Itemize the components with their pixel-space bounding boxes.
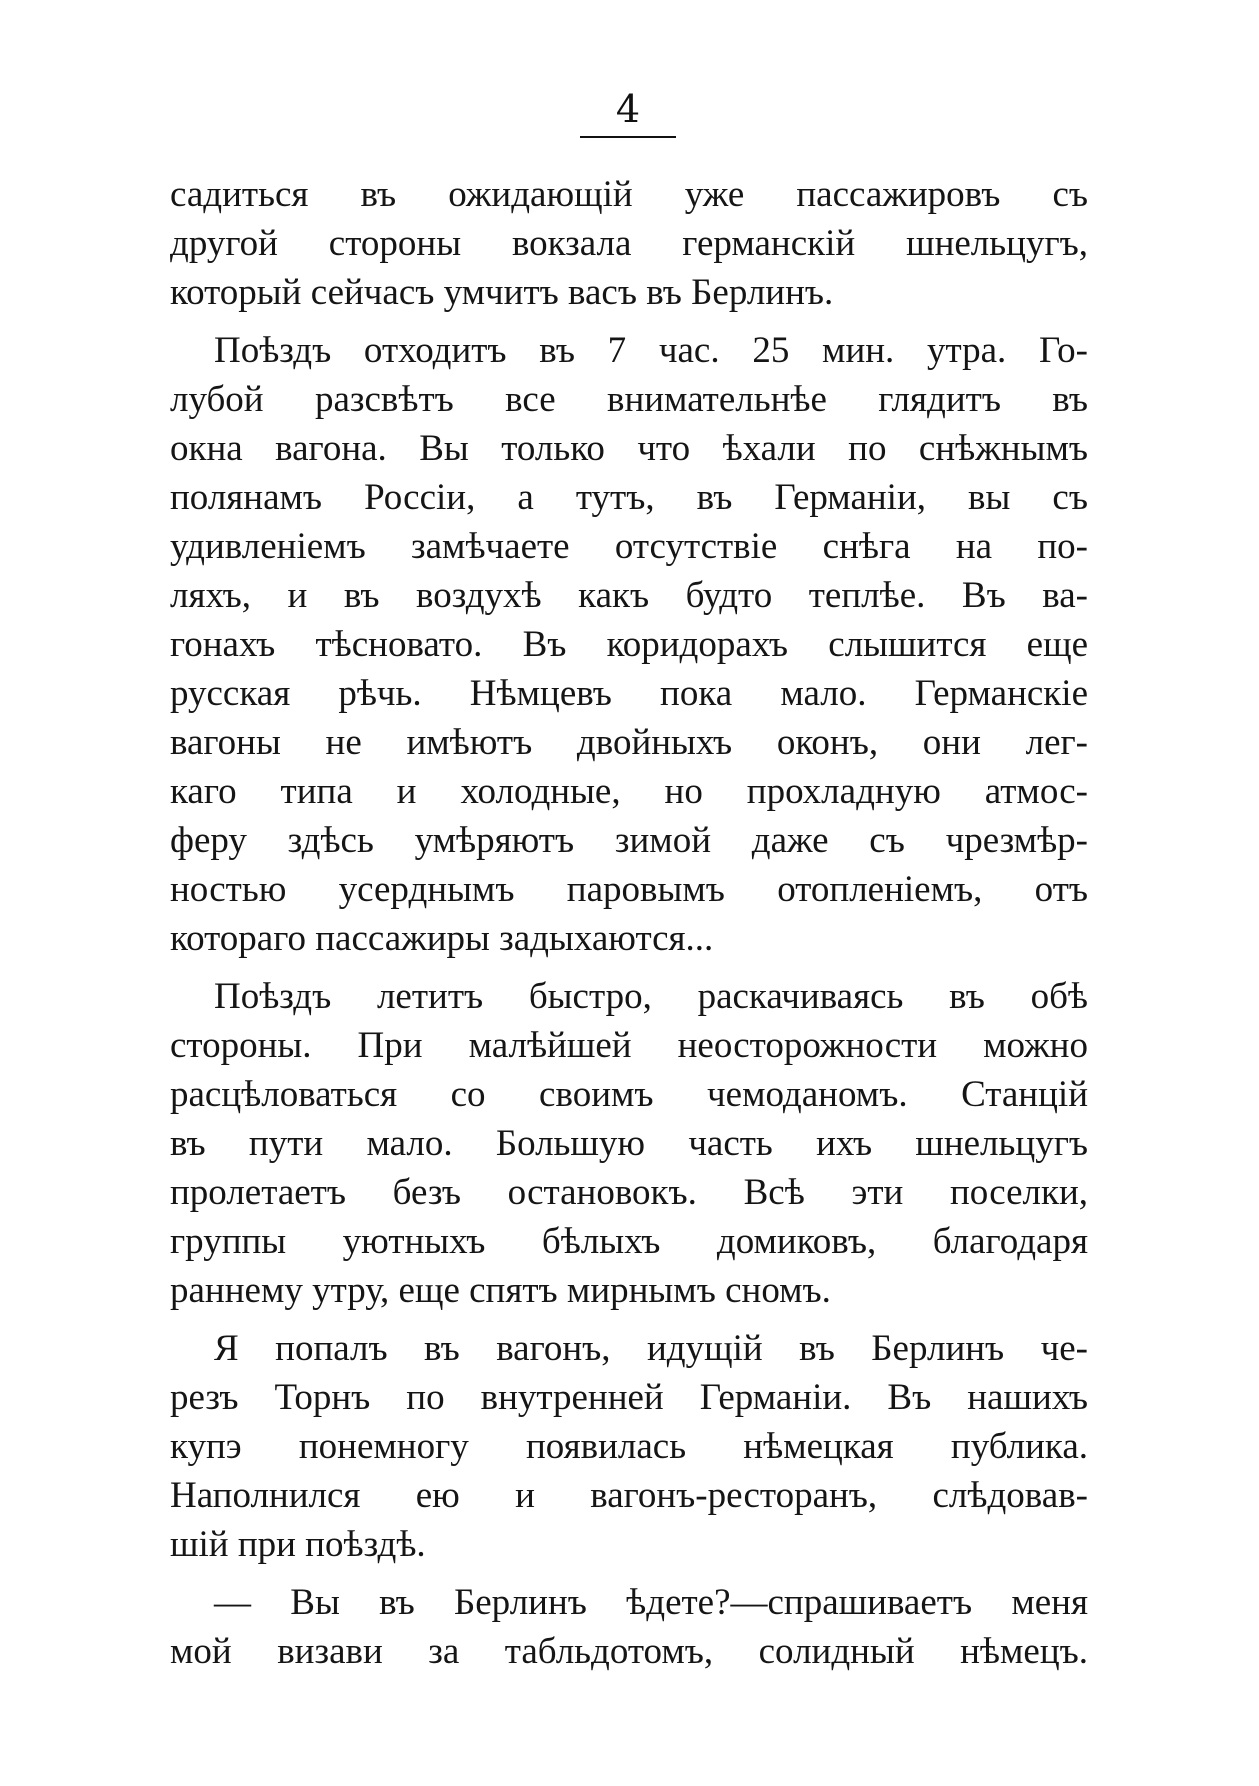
text-line: Наполнился ею и вагонъ-ресторанъ, слѣдовав- — [170, 1475, 1088, 1516]
text-line: вагоны не имѣютъ двойныхъ оконъ, они лег- — [170, 722, 1088, 763]
text-line: купэ понемногу появилась нѣмецкая публика. — [170, 1426, 1088, 1467]
text-line: — Вы въ Берлинъ ѣдете?—спрашиваетъ меня — [214, 1582, 1088, 1623]
text-line: удивленіемъ замѣчаете отсутствіе снѣга на по- — [170, 526, 1088, 567]
text-line: Я попалъ въ вагонъ, идущій въ Берлинъ че- — [214, 1328, 1088, 1369]
text-line: въ пути мало. Большую часть ихъ шнельцугъ — [170, 1123, 1088, 1164]
text-line: Поѣздъ отходитъ въ 7 час. 25 мин. утра. Го- — [214, 330, 1088, 371]
text-line: русская рѣчь. Нѣмцевъ пока мало. Германскіе — [170, 673, 1088, 714]
page-number-rule — [580, 136, 676, 138]
text-line: полянамъ Россіи, а тутъ, въ Германіи, вы съ — [170, 477, 1088, 518]
paragraph-gap — [170, 1569, 1088, 1578]
text-line: гонахъ тѣсновато. Въ коридорахъ слышится еще — [170, 624, 1088, 665]
text-line: котораго пассажиры задыхаются... — [170, 918, 714, 959]
text-line: окна вагона. Вы только что ѣхали по снѣжнымъ — [170, 428, 1088, 469]
body-text — [170, 170, 1088, 1676]
paragraph-gap — [170, 963, 1088, 972]
text-line: резъ Торнъ по внутренней Германіи. Въ нашихъ — [170, 1377, 1088, 1418]
page-number: 4 — [615, 87, 641, 131]
paragraph — [170, 972, 1088, 1315]
paragraph — [170, 170, 1088, 317]
text-line: группы уютныхъ бѣлыхъ домиковъ, благодаря — [170, 1221, 1088, 1262]
paragraph — [170, 1324, 1088, 1569]
text-line: другой стороны вокзала германскій шнельцугъ, — [170, 223, 1088, 264]
page-header — [578, 86, 678, 138]
paragraph-gap — [170, 317, 1088, 326]
text-line: Поѣздъ летитъ быстро, раскачиваясь въ обѣ — [214, 976, 1088, 1017]
paragraph — [170, 326, 1088, 963]
text-line: мой визави за табльдотомъ, солидный нѣмецъ. — [170, 1631, 1088, 1672]
text-line: стороны. При малѣйшей неосторожности можно — [170, 1025, 1088, 1066]
text-line: феру здѣсь умѣряютъ зимой даже съ чрезмѣр- — [170, 820, 1088, 861]
text-line: каго типа и холодные, но прохладную атмос- — [170, 771, 1088, 812]
text-line: лубой разсвѣтъ все внимательнѣе глядитъ въ — [170, 379, 1088, 420]
text-line: ляхъ, и въ воздухѣ какъ будто теплѣе. Въ ва- — [170, 575, 1088, 616]
text-line: пролетаетъ безъ остановокъ. Всѣ эти поселки, — [170, 1172, 1088, 1213]
text-line: расцѣловаться со своимъ чемоданомъ. Станцій — [170, 1074, 1088, 1115]
paragraph — [170, 1578, 1088, 1676]
text-line: садиться въ ожидающій уже пассажировъ съ — [170, 174, 1088, 215]
text-line: раннему утру, еще спятъ мирнымъ сномъ. — [170, 1270, 831, 1311]
text-line: шій при поѣздѣ. — [170, 1524, 426, 1565]
paragraph-gap — [170, 1315, 1088, 1324]
text-line: который сейчасъ умчитъ васъ въ Берлинъ. — [170, 272, 834, 313]
text-line: ностью усерднымъ паровымъ отопленіемъ, отъ — [170, 869, 1088, 910]
